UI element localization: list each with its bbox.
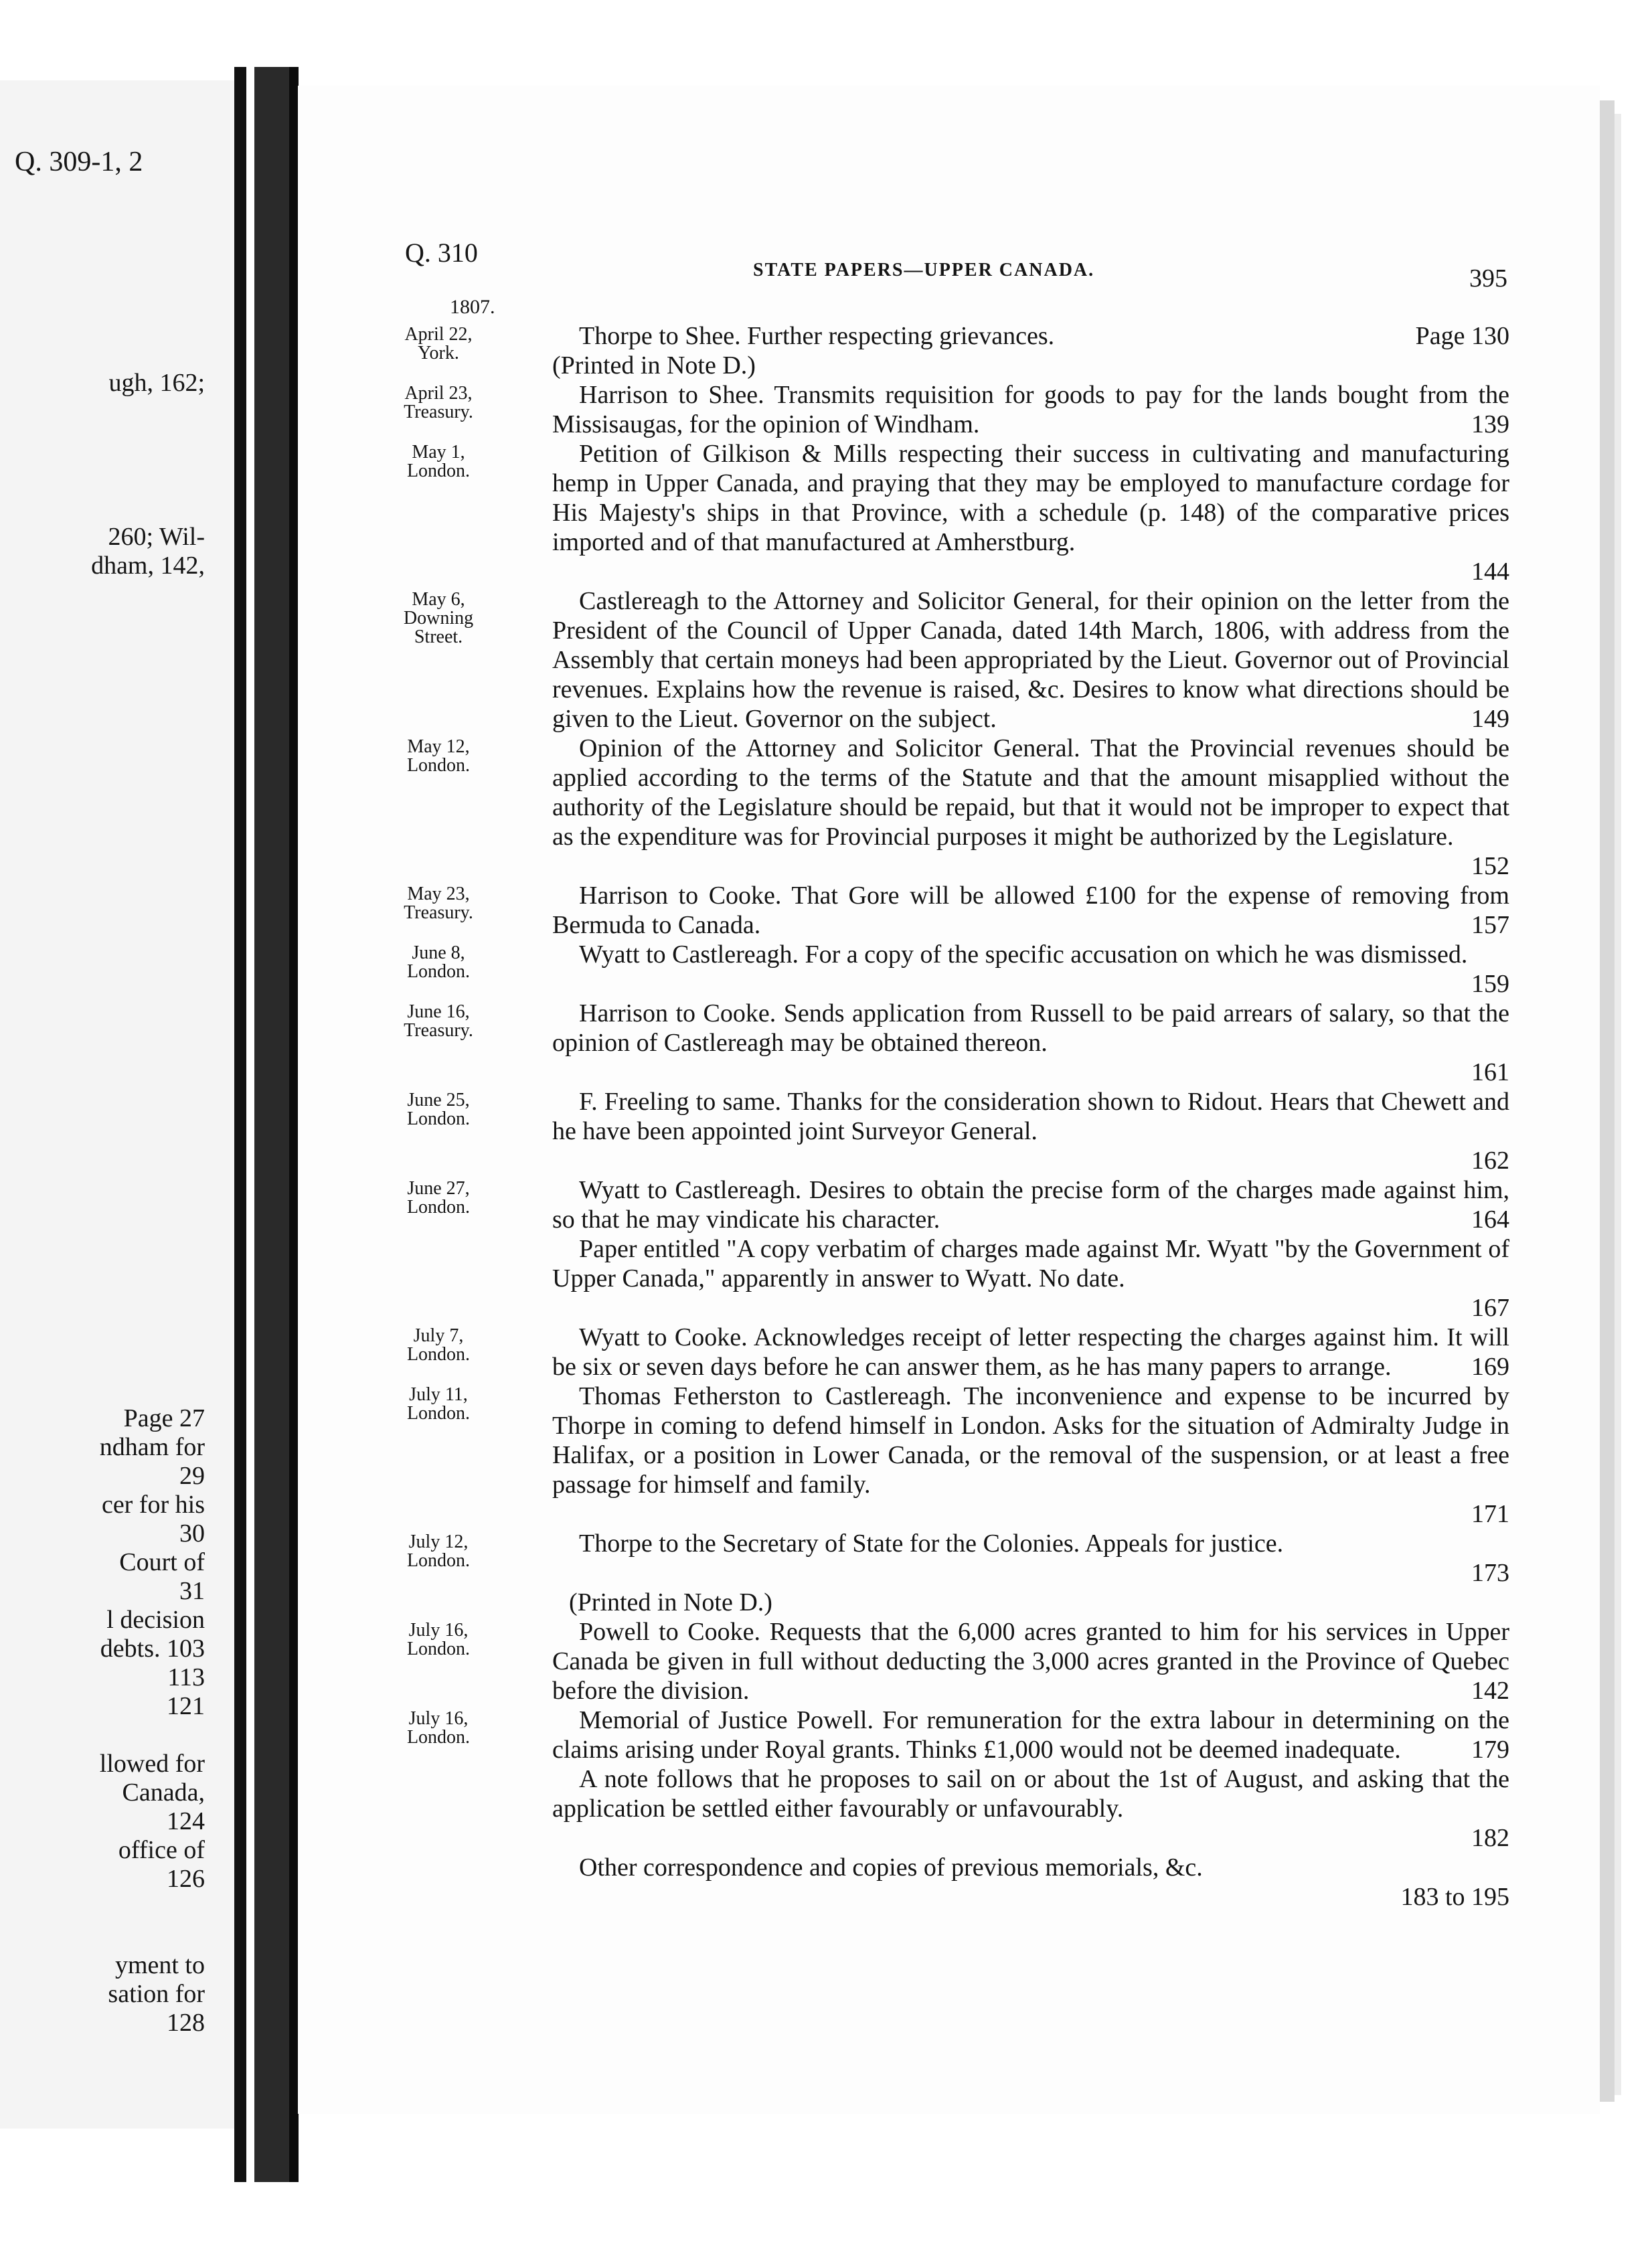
left-page-line: 260; Wil- bbox=[108, 523, 205, 551]
entry-date-line: May 23, bbox=[407, 884, 470, 904]
entry-date bbox=[375, 590, 502, 647]
page-reference: 149 bbox=[1471, 705, 1509, 733]
entry-date-line: April 22, bbox=[404, 324, 473, 345]
page-reference: 167 bbox=[1471, 1294, 1509, 1322]
entry-body bbox=[552, 1705, 1509, 1912]
entry-date bbox=[375, 443, 502, 481]
entry-date-line: April 23, bbox=[404, 383, 473, 404]
calendar-entry bbox=[375, 1705, 1513, 1912]
calendar-entry bbox=[375, 1175, 1513, 1323]
calendar-entry bbox=[375, 881, 1513, 940]
entry-date-line: London. bbox=[406, 1403, 471, 1424]
entry-date-line: York. bbox=[418, 343, 459, 363]
entry-body bbox=[552, 1087, 1509, 1175]
entry-paragraph bbox=[552, 439, 1509, 586]
entry-date-line: London. bbox=[406, 1639, 471, 1659]
left-page-line: 30 bbox=[179, 1519, 205, 1548]
entry-date bbox=[375, 325, 502, 363]
entry-date-line: Treasury. bbox=[404, 402, 473, 422]
entry-date-line: London. bbox=[406, 461, 471, 481]
page-reference: 152 bbox=[1471, 852, 1509, 880]
calendar-entry bbox=[375, 999, 1513, 1087]
entry-date bbox=[375, 1327, 502, 1364]
entry-paragraph bbox=[552, 1175, 1509, 1234]
entry-paragraph bbox=[552, 1234, 1509, 1323]
calendar-entry bbox=[375, 1323, 1513, 1382]
entry-text: Wyatt to Castlereagh. Desires to obtain the precise form of the charges made against him, so that he may vindicate his character. bbox=[552, 1176, 1509, 1234]
left-page-line: 113 bbox=[167, 1663, 205, 1691]
entry-date bbox=[375, 738, 502, 775]
entry-text: Petition of Gilkison & Mills respecting their success in cultivating and manufacturing hemp in Upper Canada, and praying that they may be employed to manufacture cordage for His Majesty's ships in that Province, with a schedule (p. 148) of the comparative prices imported and of that manufactured at Amherstburg. bbox=[552, 440, 1509, 556]
entry-date bbox=[375, 1386, 502, 1423]
entry-paragraph bbox=[552, 1382, 1509, 1529]
entry-body bbox=[552, 940, 1509, 999]
entry-paragraph bbox=[552, 1529, 1509, 1588]
calendar-entry bbox=[375, 1382, 1513, 1529]
entry-date bbox=[375, 885, 502, 922]
entry-paragraph bbox=[552, 1705, 1509, 1764]
calendar-entry bbox=[375, 940, 1513, 999]
entry-body bbox=[552, 999, 1509, 1087]
entry-text: Opinion of the Attorney and Solicitor General. That the Provincial revenues should be applied according to the terms of the Statute and that the amount misapplied without the authority of the Legislature should be repaid, but that it would not be improper to expect that as the expenditure was for Provincial purposes it might be authorized by the Legislature. bbox=[552, 734, 1509, 851]
page-reference: 142 bbox=[1471, 1677, 1509, 1705]
page-reference: Page 130 bbox=[1415, 322, 1509, 350]
page-reference: 179 bbox=[1471, 1736, 1509, 1764]
page-reference: 161 bbox=[1471, 1058, 1509, 1086]
entry-paragraph bbox=[552, 1764, 1509, 1853]
year-heading: 1807. bbox=[450, 296, 495, 318]
entry-paragraph bbox=[552, 380, 1509, 439]
left-page-line: sation for bbox=[108, 1980, 205, 2008]
entry-text: (Printed in Note D.) bbox=[552, 351, 756, 380]
left-page-line: Court of bbox=[119, 1548, 205, 1576]
left-page-line: dham, 142, bbox=[91, 552, 205, 580]
entry-date bbox=[375, 1710, 502, 1747]
page-reference: 169 bbox=[1471, 1353, 1509, 1381]
page-reference: 182 bbox=[1471, 1824, 1509, 1852]
entry-paragraph bbox=[552, 940, 1509, 999]
entry-paragraph bbox=[552, 734, 1509, 881]
page-reference: 159 bbox=[1471, 970, 1509, 998]
entry-paragraph bbox=[552, 1588, 1509, 1617]
calendar-entry bbox=[375, 380, 1513, 439]
entry-text: Paper entitled "A copy verbatim of charges made against Mr. Wyatt "by the Government of Upper Canada," apparently in answer to Wyatt. No date. bbox=[552, 1235, 1509, 1293]
entry-date bbox=[375, 1179, 502, 1217]
entry-text: Wyatt to Castlereagh. For a copy of the specific accusation on which he was dismissed. bbox=[579, 940, 1468, 969]
entry-text: (Printed in Note D.) bbox=[569, 1588, 772, 1616]
left-page-line: Canada, bbox=[122, 1778, 205, 1807]
entry-text: F. Freeling to same. Thanks for the consideration shown to Ridout. Hears that Chewett and he have been appointed joint Surveyor General. bbox=[552, 1088, 1509, 1145]
left-page-line: cer for his bbox=[101, 1491, 205, 1519]
entry-date bbox=[375, 944, 502, 981]
entry-date-line: London. bbox=[406, 1344, 471, 1365]
calendar-entry bbox=[375, 1087, 1513, 1175]
entry-date-line: May 1, bbox=[412, 442, 465, 463]
entry-text: Harrison to Shee. Transmits requisition for goods to pay for the lands bought from the Missisaugas, for the opinion of Windham. bbox=[552, 381, 1509, 438]
series-reference: Q. 310 bbox=[405, 238, 478, 268]
entry-date-line: July 11, bbox=[409, 1384, 468, 1405]
page-reference: 157 bbox=[1471, 911, 1509, 939]
entry-date-line: July 16, bbox=[408, 1708, 469, 1729]
entry-date-line: May 6, bbox=[412, 589, 465, 610]
calendar-entry bbox=[375, 1529, 1513, 1617]
calendar-entry bbox=[375, 734, 1513, 881]
left-page-line: Page 27 bbox=[123, 1404, 205, 1432]
entry-body bbox=[552, 1617, 1509, 1705]
page-reference: 162 bbox=[1471, 1147, 1509, 1175]
left-page-line: 31 bbox=[179, 1577, 205, 1605]
entry-date-line: London. bbox=[406, 1197, 471, 1218]
entry-date bbox=[375, 1003, 502, 1040]
entry-paragraph bbox=[552, 881, 1509, 940]
entry-body bbox=[552, 380, 1509, 439]
running-title: STATE PAPERS—UPPER CANADA. bbox=[753, 260, 1095, 280]
entry-body bbox=[552, 1382, 1509, 1529]
calendar-entry bbox=[375, 1617, 1513, 1705]
calendar-entries bbox=[375, 321, 1513, 1912]
entry-body bbox=[552, 1529, 1509, 1617]
entry-text: Other correspondence and copies of previous memorials, &c. bbox=[579, 1853, 1203, 1882]
entry-text: Thorpe to the Secretary of State for the Colonies. Appeals for justice. bbox=[579, 1529, 1284, 1558]
entry-date-line: London. bbox=[406, 961, 471, 982]
entry-date-line: June 27, bbox=[407, 1178, 470, 1199]
entry-paragraph bbox=[552, 1087, 1509, 1175]
page-reference: 171 bbox=[1471, 1500, 1509, 1528]
entry-text: Memorial of Justice Powell. For remuneration for the extra labour in determining on the claims arising under Royal grants. Thinks £1,000 would not be deemed inadequate. bbox=[552, 1706, 1509, 1764]
entry-date-line: Treasury. bbox=[404, 1020, 473, 1041]
left-page-line: l decision bbox=[106, 1606, 205, 1634]
entry-text: Harrison to Cooke. That Gore will be allowed £100 for the expense of removing from Bermuda to Canada. bbox=[552, 882, 1509, 939]
previous-page-strip bbox=[0, 80, 234, 2129]
page-reference: 183 to 195 bbox=[1400, 1883, 1509, 1911]
entry-paragraph bbox=[552, 1853, 1509, 1912]
entry-paragraph bbox=[552, 1323, 1509, 1382]
entry-text: Thomas Fetherston to Castlereagh. The inconvenience and expense to be incurred by Thorpe in coming to defend himself in London. Asks for the situation of Admiralty Judge in Halifax, or a position in Lower Canada, or the removal of the suspension, or at least a free passage for himself and family. bbox=[552, 1382, 1509, 1499]
calendar-entry bbox=[375, 439, 1513, 586]
left-page-line: llowed for bbox=[99, 1750, 205, 1778]
left-page-line: yment to bbox=[114, 1951, 205, 1979]
left-page-line: 29 bbox=[179, 1462, 205, 1490]
left-page-line: debts. 103 bbox=[100, 1635, 205, 1663]
entry-date-line: June 8, bbox=[412, 942, 465, 963]
entry-date-line: London. bbox=[406, 755, 471, 776]
left-page-line: 128 bbox=[167, 2009, 205, 2037]
page-reference: 173 bbox=[1471, 1559, 1509, 1587]
entry-text: Powell to Cooke. Requests that the 6,000 acres granted to him for his services in Upper Canada be given in full without deducting the 3,000 acres granted in the Province of Quebec before the division. bbox=[552, 1618, 1509, 1705]
entry-date-line: Treasury. bbox=[404, 902, 473, 923]
entry-date bbox=[375, 1091, 502, 1129]
entry-date-line: London. bbox=[406, 1727, 471, 1748]
entry-date bbox=[375, 1533, 502, 1570]
entry-text: Wyatt to Cooke. Acknowledges receipt of letter respecting the charges against him. It will be six or seven days before he can answer them, as he has many papers to arrange. bbox=[552, 1323, 1509, 1381]
left-page-line: 124 bbox=[167, 1807, 205, 1835]
entry-date bbox=[375, 1621, 502, 1659]
entry-text: Thorpe to Shee. Further respecting grievances. bbox=[579, 322, 1055, 350]
entry-date-line: July 16, bbox=[408, 1620, 469, 1641]
entry-date-line: July 12, bbox=[408, 1531, 469, 1552]
entry-date-line: May 12, bbox=[407, 736, 470, 757]
entry-body bbox=[552, 734, 1509, 881]
left-page-line: ndham for bbox=[99, 1433, 205, 1461]
entry-text: Castlereagh to the Attorney and Solicitor General, for their opinion on the letter from the President of the Council of Upper Canada, dated 14th March, 1806, with address from the Assembly that certain moneys had been appropriated by the Lieut. Governor out of Provincial revenues. Explains how the revenue is raised, &c. Desires to know what directions should be given to the Lieut. Governor on the subject. bbox=[552, 587, 1509, 733]
entry-date-line: Street. bbox=[414, 627, 463, 647]
entry-date-line: July 7, bbox=[413, 1325, 464, 1346]
entry-date-line: June 25, bbox=[407, 1090, 470, 1110]
entry-text: Harrison to Cooke. Sends application from Russell to be paid arrears of salary, so that the opinion of Castlereagh may be obtained thereon. bbox=[552, 999, 1509, 1057]
calendar-entry bbox=[375, 321, 1513, 380]
page-number: 395 bbox=[1469, 264, 1507, 293]
entry-date-line: London. bbox=[406, 1550, 471, 1571]
entry-body bbox=[552, 321, 1509, 380]
entry-paragraph bbox=[552, 586, 1509, 734]
left-page-line: 126 bbox=[167, 1865, 205, 1893]
entry-paragraph bbox=[552, 351, 1509, 380]
left-page-line: 121 bbox=[167, 1692, 205, 1720]
entry-body bbox=[552, 1175, 1509, 1323]
entry-date-line: London. bbox=[406, 1108, 471, 1129]
calendar-entry bbox=[375, 586, 1513, 734]
left-page-line: ugh, 162; bbox=[108, 369, 205, 397]
page-reference: 164 bbox=[1471, 1205, 1509, 1234]
entry-paragraph bbox=[552, 321, 1509, 351]
left-page-line: office of bbox=[118, 1836, 205, 1864]
entry-body bbox=[552, 586, 1509, 734]
entry-body bbox=[552, 881, 1509, 940]
page-edge-shadow bbox=[1600, 100, 1615, 2102]
entry-paragraph bbox=[552, 1617, 1509, 1705]
page-reference: 139 bbox=[1471, 410, 1509, 438]
page-reference: 144 bbox=[1471, 558, 1509, 586]
entry-body bbox=[552, 1323, 1509, 1382]
page-edge bbox=[1615, 114, 1621, 2095]
gutter-shadow-left bbox=[234, 67, 246, 2182]
entry-text: A note follows that he proposes to sail on or about the 1st of August, and asking that the application be settled either favourably or unfavourably. bbox=[552, 1765, 1509, 1823]
entry-date bbox=[375, 384, 502, 422]
previous-page-series-ref: Q. 309-1, 2 bbox=[15, 147, 143, 177]
entry-body bbox=[552, 439, 1509, 586]
entry-date-line: Downing bbox=[403, 608, 474, 629]
gutter-edge bbox=[289, 67, 299, 2182]
entry-paragraph bbox=[552, 999, 1509, 1087]
entry-date-line: June 16, bbox=[407, 1001, 470, 1022]
